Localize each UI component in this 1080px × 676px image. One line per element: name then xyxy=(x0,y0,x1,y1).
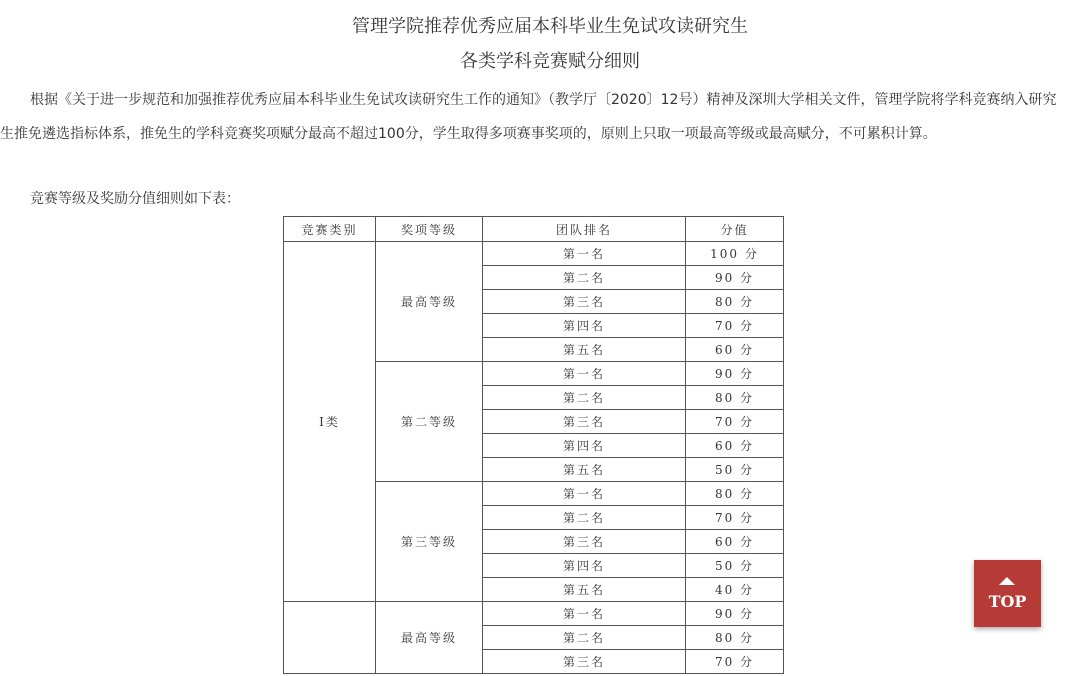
arrow-up-icon xyxy=(999,577,1015,585)
score-cell: 70 分 xyxy=(686,506,784,530)
page-title: 管理学院推荐优秀应届本科毕业生免试攻读研究生 xyxy=(352,16,748,37)
table-row xyxy=(284,602,784,626)
score-cell: 90 分 xyxy=(686,602,784,626)
rank-cell: 第一名 xyxy=(483,602,686,626)
rank-cell: 第五名 xyxy=(483,458,686,482)
level-cell: 最高等级 xyxy=(376,242,483,362)
level-cell: 第三等级 xyxy=(376,482,483,602)
back-to-top-label: TOP xyxy=(988,592,1027,611)
score-cell: 50 分 xyxy=(686,554,784,578)
rank-cell: 第二名 xyxy=(483,266,686,290)
rank-cell: 第三名 xyxy=(483,410,686,434)
score-cell: 80 分 xyxy=(686,290,784,314)
category-cell: I类 xyxy=(284,242,376,602)
score-cell: 60 分 xyxy=(686,434,784,458)
back-to-top-button[interactable] xyxy=(974,560,1041,627)
score-cell: 60 分 xyxy=(686,530,784,554)
score-cell: 70 分 xyxy=(686,650,784,674)
score-cell: 90 分 xyxy=(686,362,784,386)
rank-cell: 第一名 xyxy=(483,362,686,386)
score-cell: 80 分 xyxy=(686,626,784,650)
rank-cell: 第五名 xyxy=(483,338,686,362)
category-cell xyxy=(284,602,376,674)
rank-cell: 第二名 xyxy=(483,506,686,530)
header-rank: 团队排名 xyxy=(483,217,686,242)
table-body xyxy=(284,242,784,674)
rank-cell: 第二名 xyxy=(483,626,686,650)
level-cell: 第二等级 xyxy=(376,362,483,482)
score-table xyxy=(283,216,784,674)
header-score: 分值 xyxy=(686,217,784,242)
score-cell: 40 分 xyxy=(686,578,784,602)
score-cell: 70 分 xyxy=(686,314,784,338)
rank-cell: 第四名 xyxy=(483,314,686,338)
rank-cell: 第四名 xyxy=(483,434,686,458)
rank-cell: 第二名 xyxy=(483,386,686,410)
score-cell: 80 分 xyxy=(686,386,784,410)
level-cell: 最高等级 xyxy=(376,602,483,674)
rank-cell: 第四名 xyxy=(483,554,686,578)
table-intro: 竞赛等级及奖励分值细则如下表： xyxy=(30,191,240,207)
intro-paragraph: 根据《关于进一步规范和加强推荐优秀应届本科毕业生免试攻读研究生工作的通知》（教学厅〔2020〕12号）精神及深圳大学相关文件，管理学院将学科竞赛纳入研究生推免遴选指标体系，推免生的学科竞赛奖项赋分最高不超过100分，学生取得多项赛事奖项的，原则上只取一项最高等级或最高赋分，不可累积计算。 xyxy=(0,92,1057,142)
rank-cell: 第三名 xyxy=(483,650,686,674)
score-cell: 60 分 xyxy=(686,338,784,362)
score-cell: 80 分 xyxy=(686,482,784,506)
rank-cell: 第三名 xyxy=(483,290,686,314)
page-subtitle: 各类学科竞赛赋分细则 xyxy=(460,51,640,72)
rank-cell: 第三名 xyxy=(483,530,686,554)
score-cell: 100 分 xyxy=(686,242,784,266)
score-cell: 90 分 xyxy=(686,266,784,290)
score-cell: 50 分 xyxy=(686,458,784,482)
rank-cell: 第五名 xyxy=(483,578,686,602)
header-category: 竞赛类别 xyxy=(284,217,376,242)
rank-cell: 第一名 xyxy=(483,482,686,506)
table-row xyxy=(284,242,784,266)
rank-cell: 第一名 xyxy=(483,242,686,266)
table-header-row xyxy=(284,217,784,242)
score-cell: 70 分 xyxy=(686,410,784,434)
header-level: 奖项等级 xyxy=(376,217,483,242)
